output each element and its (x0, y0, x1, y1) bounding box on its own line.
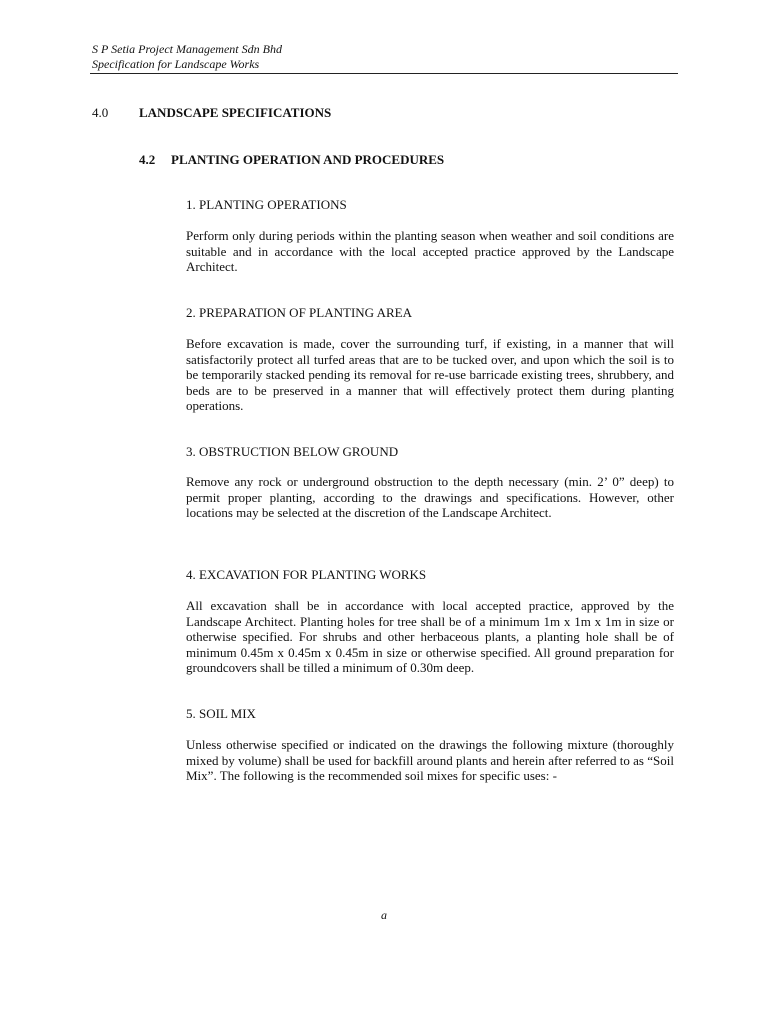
item-paragraph: Perform only during periods within the planting season when weather and soil conditions are suitable and in accordance with the local accepted practice approved by the Landscape Architect. (186, 228, 674, 275)
item-title: 5. SOIL MIX (186, 706, 256, 721)
item-paragraph: Remove any rock or underground obstruction to the depth necessary (min. 2’ 0” deep) to permit proper planting, according to the drawings and specifications. However, other locations may be selected at the discretion of the Landscape Architect. (186, 474, 674, 521)
item-title: 3. OBSTRUCTION BELOW GROUND (186, 444, 399, 459)
section-title: LANDSCAPE SPECIFICATIONS (139, 105, 332, 120)
header-company: S P Setia Project Management Sdn Bhd (92, 42, 282, 56)
header-rule (90, 73, 678, 74)
item-paragraph: All excavation shall be in accordance with local accepted practice, approved by the Landscape Architect. Planting holes for tree shall be of a minimum 1m x 1m x 1m in size or otherwise specified. For shrubs and other herbaceous plants, a planting hole shall be of minimum 0.45m x 0.45m x 0.45m in size or otherwise specified. All ground preparation for groundcovers shall be tilled a minimum of 0.30m deep. (186, 598, 674, 676)
subsection-title: PLANTING OPERATION AND PROCEDURES (171, 152, 445, 167)
item-paragraph: Before excavation is made, cover the surrounding turf, if existing, in a manner that will satisfactorily protect all turfed areas that are to be tucked over, and upon which the soil is to be temporarily stacked pending its removal for re-use barricade existing trees, shrubbery, and beds are to be preserved in a manner that will effectively protect them during planting operations. (186, 336, 674, 414)
header-document-title: Specification for Landscape Works (92, 57, 260, 71)
page-number: a (381, 908, 387, 922)
item-title: 2. PREPARATION OF PLANTING AREA (186, 305, 412, 320)
running-header (92, 42, 678, 72)
item-title: 1. PLANTING OPERATIONS (186, 197, 347, 212)
section-number: 4.0 (92, 105, 109, 120)
item-paragraph: Unless otherwise specified or indicated on the drawings the following mixture (thoroughly mixed by volume) shall be used for backfill around plants and herein after referred to as “Soil Mix”. The following is the recommended soil mixes for specific uses: - (186, 737, 674, 784)
item-title: 4. EXCAVATION FOR PLANTING WORKS (186, 567, 427, 582)
subsection-number: 4.2 (139, 152, 156, 167)
subsection-heading (139, 152, 444, 168)
